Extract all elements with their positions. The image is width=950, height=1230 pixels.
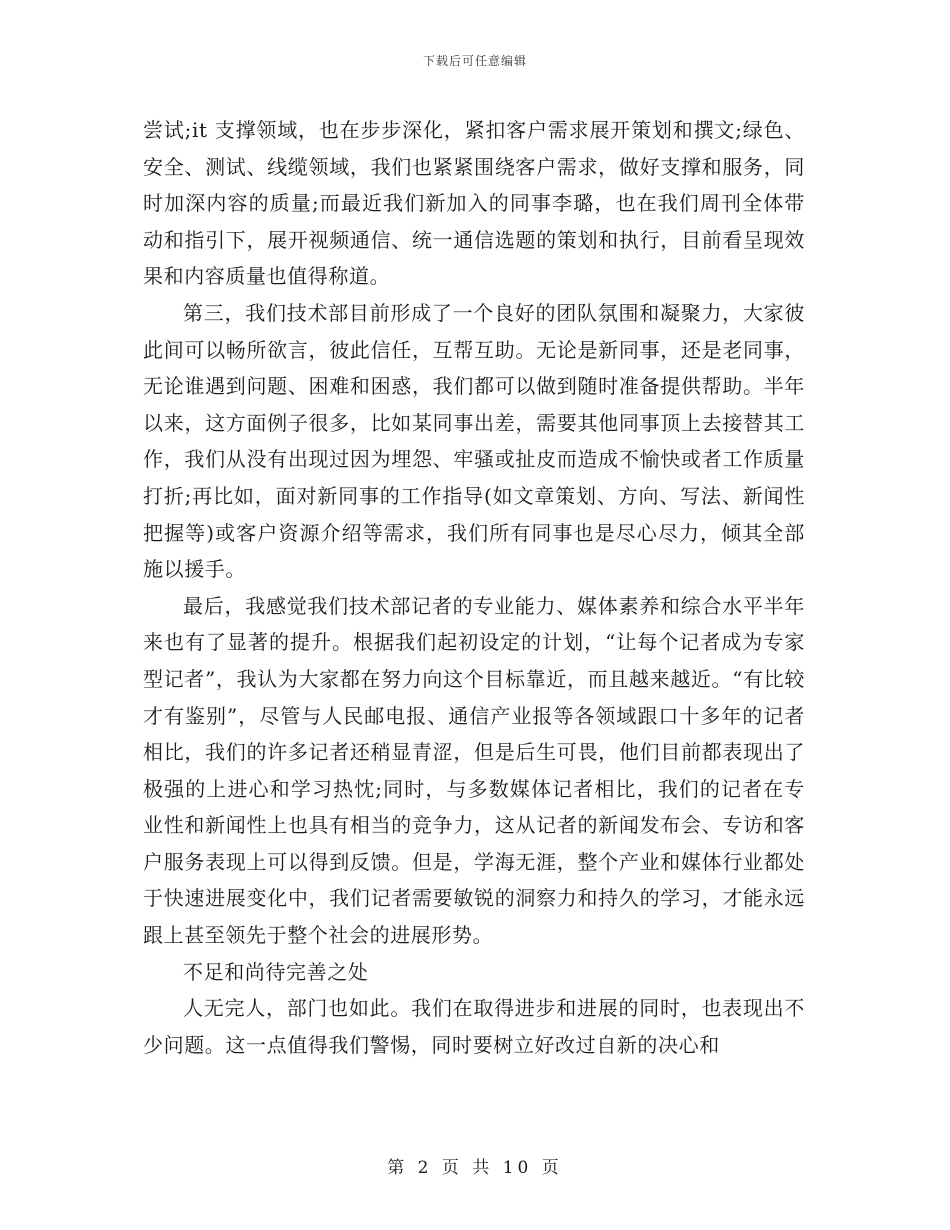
paragraph-shortcomings: 人无完人，部门也如此。我们在取得进步和进展的同时，也表现出不少问题。这一点值得我们警惕，同时要树立好改过自新的决心和 bbox=[143, 996, 805, 1057]
section-subheading: 不足和尚待完善之处 bbox=[183, 959, 369, 984]
paragraph-third-point: 第三，我们技术部目前形成了一个良好的团队氛围和凝聚力，大家彼此间可以畅所欲言，彼此信任，互帮互助。无论是新同事，还是老同事，无论谁遇到问题、困难和困惑，我们都可以做到随时准备提供帮助。半年以来，这方面例子很多，比如某同事出差，需要其他同事顶上去接替其工作，我们从没有出现过因为埋怨、牢骚或扯皮而造成不愉快或者工作质量打折;再比如，面对新同事的工作指导(如文章策划、方向、写法、新闻性把握等)或客户资源介绍等需求，我们所有同事也是尽心尽力，倾其全部施以援手。 bbox=[143, 300, 805, 582]
paragraph-continued: 尝试;it 支撑领域，也在步步深化，紧扣客户需求展开策划和撰文;绿色、安全、测试、线缆领域，我们也紧紧围绕客户需求，做好支撑和服务，同时加深内容的质量;而最近我们新加入的同事李璐，也在我们周刊全体带动和指引下，展开视频通信、统一通信选题的策划和执行，目前看呈现效果和内容质量也值得称道。 bbox=[143, 118, 805, 289]
page-number-footer: 第 2 页 共 10 页 bbox=[387, 1158, 563, 1178]
paragraph-last-point: 最后，我感觉我们技术部记者的专业能力、媒体素养和综合水平半年来也有了显著的提升。根据我们起初设定的计划，“让每个记者成为专家型记者”，我认为大家都在努力向这个目标靠近，而且越来越近。“有比较才有鉴别”，尽管与人民邮电报、通信产业报等各领域跟口十多年的记者相比，我们的许多记者还稍显青涩，但是后生可畏，他们目前都表现出了极强的上进心和学习热忱;同时，与多数媒体记者相比，我们的记者在专业性和新闻性上也具有相当的竞争力，这从记者的新闻发布会、专访和客户服务表现上可以得到反馈。但是，学海无涯，整个产业和媒体行业都处于快速进展变化中，我们记者需要敏锐的洞察力和持久的学习，才能永远跟上甚至领先于整个社会的进展形势。 bbox=[143, 593, 805, 948]
page-header: 下载后可任意编辑 bbox=[422, 54, 527, 68]
document-body bbox=[143, 112, 805, 1063]
